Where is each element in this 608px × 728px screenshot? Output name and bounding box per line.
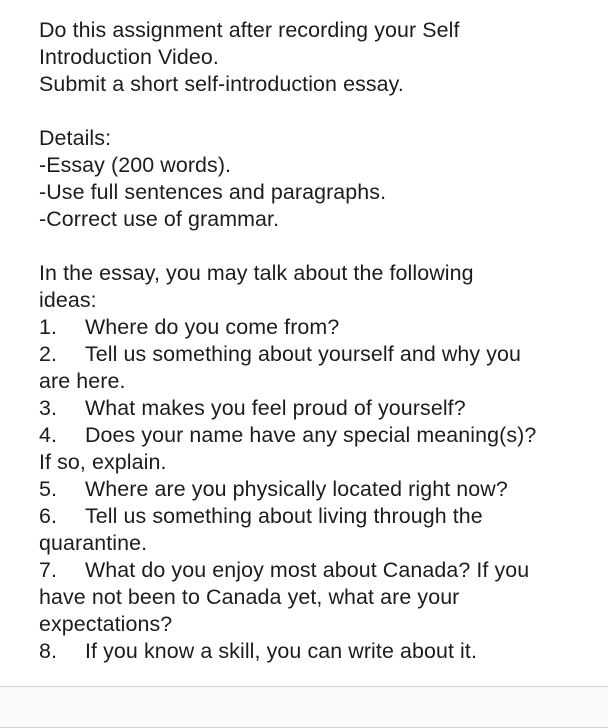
idea-continuation: are here. [39,369,126,393]
idea-item [39,341,584,368]
idea-text: Where are you physically located right now? [85,477,508,501]
ideas-intro: In the essay, you may talk about the following [39,261,474,285]
idea-text: Tell us something about living through the [85,504,483,528]
idea-number: 8. [39,639,58,663]
details-item: -Essay (200 words). [39,153,232,177]
idea-continuation: quarantine. [39,531,148,555]
idea-item [39,422,584,449]
idea-text: Does your name have any special meaning(s)? [85,423,537,447]
details-item: -Correct use of grammar. [39,207,280,231]
ideas-intro: ideas: [39,288,97,312]
assignment-text [39,17,584,665]
idea-text: If you know a skill, you can write about it. [85,639,477,663]
idea-number: 5. [39,477,58,501]
bottom-panel-edge [0,686,608,728]
details-item: -Use full sentences and paragraphs. [39,180,387,204]
intro-line: Submit a short self-introduction essay. [39,72,404,96]
idea-text: What do you enjoy most about Canada? If you [85,558,530,582]
intro-line: Do this assignment after recording your Self [39,18,460,42]
idea-number: 4. [39,423,58,447]
idea-text: Tell us something about yourself and why you [85,342,522,366]
idea-continuation: expectations? [39,612,173,636]
idea-item [39,476,584,503]
details-heading: Details: [39,126,112,150]
intro-line: Introduction Video. [39,45,219,69]
idea-continuation: have not been to Canada yet, what are your [39,585,460,609]
idea-number: 6. [39,504,58,528]
idea-text: Where do you come from? [85,315,340,339]
idea-item [39,314,584,341]
idea-number: 3. [39,396,58,420]
idea-item [39,638,584,665]
idea-number: 1. [39,315,58,339]
idea-item [39,395,584,422]
paragraph-gap [39,233,584,260]
idea-item [39,503,584,530]
idea-text: What makes you feel proud of yourself? [85,396,466,420]
idea-item [39,557,584,584]
idea-number: 2. [39,342,58,366]
idea-continuation: If so, explain. [39,450,167,474]
paragraph-gap [39,98,584,125]
idea-number: 7. [39,558,58,582]
